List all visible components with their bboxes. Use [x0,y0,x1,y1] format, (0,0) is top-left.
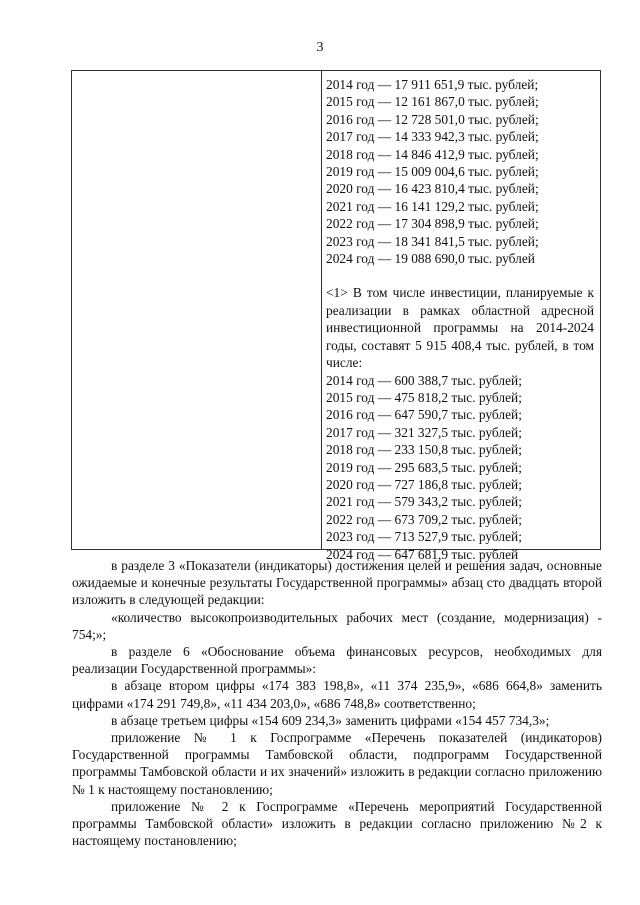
annual-funding-line: 2022 год — 17 304 898,9 тыс. рублей; [326,216,539,232]
investment-line: 2023 год — 713 527,9 тыс. рублей; [326,529,522,545]
paragraph-appendix-2: приложение № 2 к Госпрограмме «Перечень мероприятий Государственной программы Тамбовской области» изложить в редакции согласно приложению №2 к настоящему постановлению; [72,798,602,849]
annual-funding-line: 2019 год — 15 009 004,6 тыс. рублей; [326,164,539,180]
paragraph-section-3: в разделе 3 «Показатели (индикаторы) достижения целей и решения задач, основные ожидаемые и конечные результаты Государственной программы» абзац сто двадцать второй изложить в следующей редакции: [72,558,602,608]
annual-funding-line: 2017 год — 14 333 942,3 тыс. рублей; [326,129,539,145]
annual-funding-list [326,76,594,267]
annual-funding-line: 2018 год — 14 846 412,9 тыс. рублей; [326,146,539,162]
paragraph-section-6: в разделе 6 «Обоснование объема финансовых ресурсов, необходимых для реализации Государственной программы»: [72,644,602,677]
investment-line: 2019 год — 295 683,5 тыс. рублей; [326,459,522,475]
annual-funding-line: 2023 год — 18 341 841,5 тыс. рублей; [326,233,539,249]
amendment-text [72,557,602,849]
investment-line: 2022 год — 673 709,2 тыс. рублей; [326,511,522,527]
annual-funding-line: 2015 год — 12 161 867,0 тыс. рублей; [326,94,539,110]
investment-line: 2015 год — 475 818,2 тыс. рублей; [326,389,522,405]
paragraph-second-clause: в абзаце втором цифры «174 383 198,8», «11 374 235,9», «686 664,8» заменить цифрами «174 291 749,8», «11 434 203,0», «686 748,8» соответственно; [72,678,602,711]
investment-footnote: <1> В том числе инвестиции, планируемые к реализации в рамках областной адресной инвестиционной программы на 2014-2024 годы, составят 5 915 408,4 тыс. рублей, в том числе: [326,285,594,371]
table-column-divider [321,71,322,549]
annual-funding-line: 2024 год — 19 088 690,0 тыс. рублей [326,251,535,267]
annual-funding-line: 2014 год — 17 911 651,9 тыс. рублей; [326,77,539,92]
investment-line: 2018 год — 233 150,8 тыс. рублей; [326,442,522,458]
investment-line: 2021 год — 579 343,2 тыс. рублей; [326,494,522,510]
page-number: 3 [316,40,324,55]
investment-line: 2016 год — 647 590,7 тыс. рублей; [326,407,522,423]
investment-line: 2017 год — 321 327,5 тыс. рублей; [326,424,522,440]
paragraph-appendix-1: приложение № 1 к Госпрограмме «Перечень показателей (индикаторов) Государственной программы Тамбовской области, подпрограмм Государственной программы Тамбовской области и их значений» изложить в редакции согласно приложению № 1 к настоящему постановлению; [72,730,602,797]
investment-line: 2020 год — 727 186,8 тыс. рублей; [326,476,522,492]
spacer [326,267,594,284]
investment-line: 2014 год — 600 388,7 тыс. рублей; [326,372,522,388]
paragraph-third-clause: в абзаце третьем цифры «154 609 234,3» заменить цифрами «154 457 734,3»; [111,712,550,728]
funding-table [71,70,601,562]
investment-line: 2024 год — 647 681,9 тыс. рублей [326,546,519,562]
investment-list [326,372,594,563]
annual-funding-line: 2021 год — 16 141 129,2 тыс. рублей; [326,198,539,214]
annual-funding-line: 2016 год — 12 728 501,0 тыс. рублей; [326,111,539,127]
table-right-cell [326,76,594,563]
annual-funding-line: 2020 год — 16 423 810,4 тыс. рублей; [326,181,539,197]
paragraph-jobs-quote: «количество высокопроизводительных рабочих мест (создание, модернизация) - 754;»; [72,609,602,642]
